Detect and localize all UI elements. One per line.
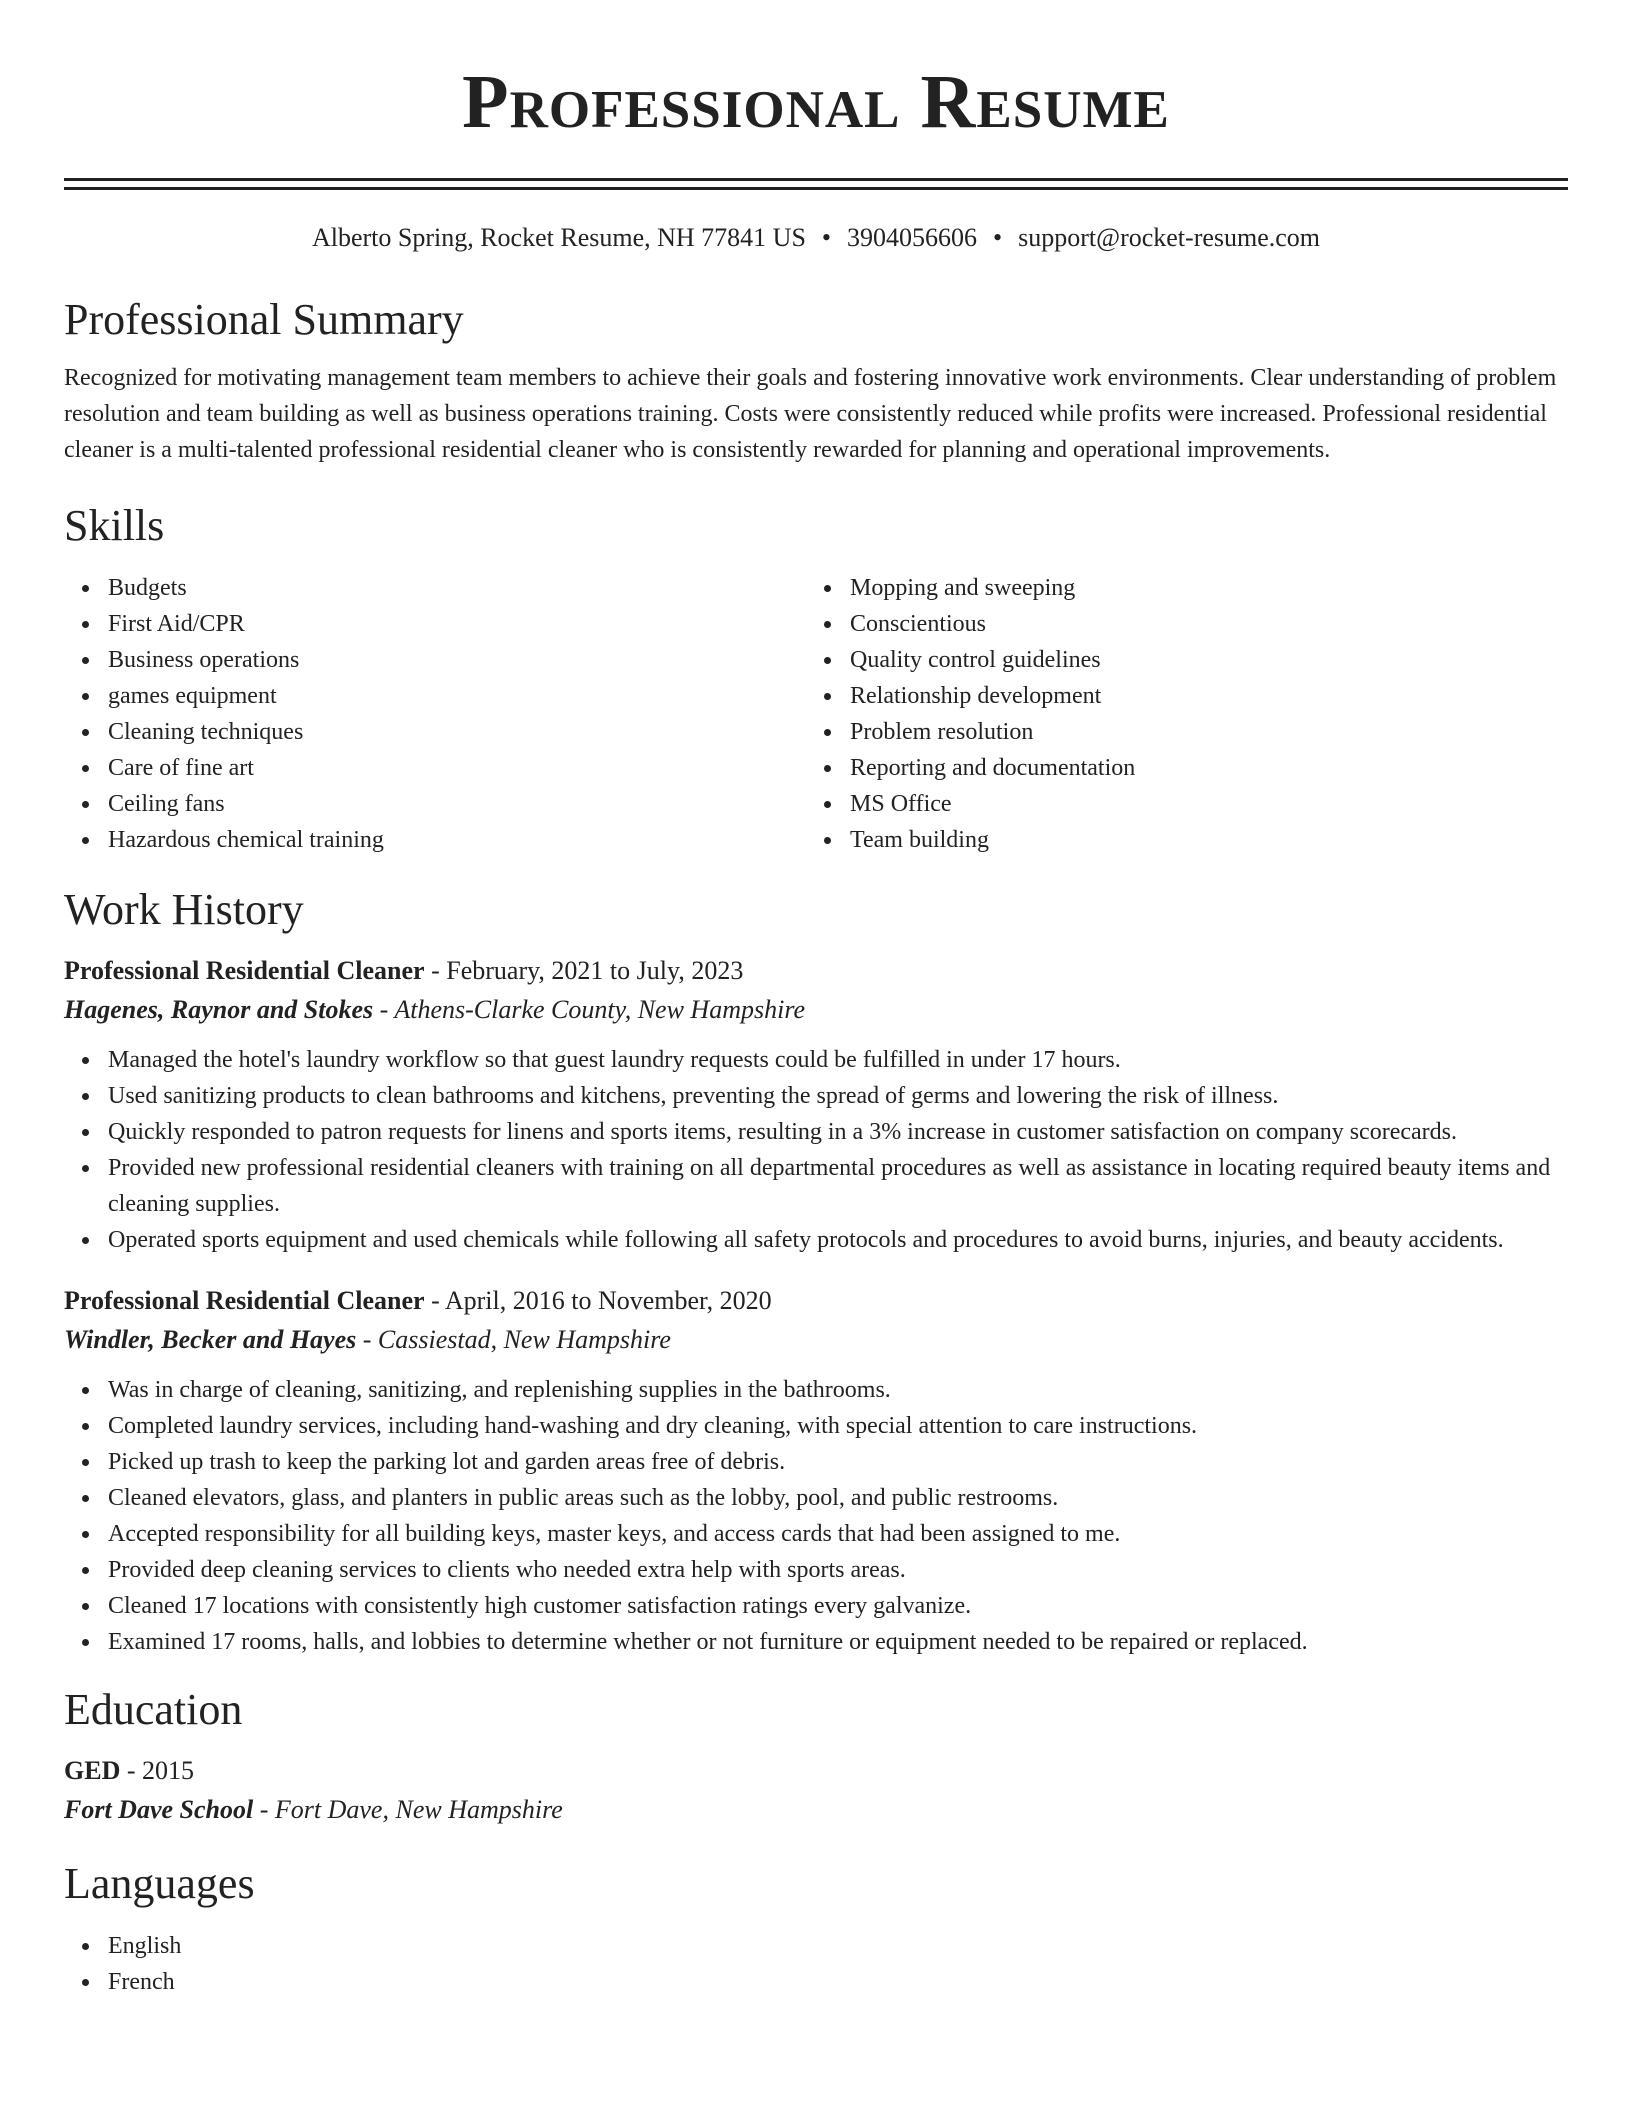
job-entry	[64, 1282, 1568, 1660]
work-history-heading: Work History	[64, 885, 304, 934]
education-entry	[64, 1752, 1568, 1830]
skill-item: Team building	[850, 822, 1548, 858]
title-divider-top	[64, 178, 1568, 181]
contact-line	[64, 220, 1568, 256]
skill-item: Ceiling fans	[108, 786, 806, 822]
job-duty: Operated sports equipment and used chemicals while following all safety protocols and procedures to avoid burns, injuries, and beauty accidents.	[108, 1222, 1568, 1258]
job-title-line	[64, 952, 1568, 990]
education-year: - 2015	[120, 1756, 195, 1785]
job-location: - Cassiestad, New Hampshire	[356, 1325, 671, 1354]
skill-item: MS Office	[850, 786, 1548, 822]
job-title-line	[64, 1282, 1568, 1320]
language-item: French	[108, 1964, 1568, 2000]
skill-item: First Aid/CPR	[108, 606, 806, 642]
skill-item: Quality control guidelines	[850, 642, 1548, 678]
job-duty: Provided new professional residential cleaners with training on all departmental procedures as well as assistance in locating required beauty items and cleaning supplies.	[108, 1150, 1568, 1222]
languages-heading: Languages	[64, 1859, 255, 1908]
languages-list	[64, 1928, 1568, 2000]
job-duties-list	[64, 1042, 1568, 1258]
skill-item: Business operations	[108, 642, 806, 678]
skill-item: Conscientious	[850, 606, 1548, 642]
skill-item: Hazardous chemical training	[108, 822, 806, 858]
contact-separator: •	[821, 223, 832, 252]
job-duty: Accepted responsibility for all building keys, master keys, and access cards that had been assigned to me.	[108, 1516, 1568, 1552]
skill-item: Care of fine art	[108, 750, 806, 786]
skills-grid	[64, 570, 1568, 858]
summary-text: Recognized for motivating management team members to achieve their goals and fostering innovative work environments. Clear understanding of problem resolution and team building as well as business operations training. Costs were consistently reduced while profits were increased. Professional residential cleaner is a multi-talented professional residential cleaner who is consistently rewarded for planning and operational improvements.	[64, 365, 1557, 463]
job-role: Professional Residential Cleaner	[64, 1286, 425, 1315]
job-entry	[64, 952, 1568, 1258]
page-title: Professional Resume	[462, 60, 1170, 144]
job-duty: Managed the hotel's laundry workflow so that guest laundry requests could be fulfilled in under 17 hours.	[108, 1042, 1568, 1078]
contact-address: Alberto Spring, Rocket Resume, NH 77841 US	[311, 223, 806, 252]
job-role: Professional Residential Cleaner	[64, 956, 425, 985]
summary-heading: Professional Summary	[64, 295, 464, 344]
contact-separator: •	[993, 223, 1003, 252]
skills-list-left	[64, 570, 806, 858]
education-school-line	[64, 1790, 1568, 1830]
education-degree-line	[64, 1752, 1568, 1790]
job-location: - Athens-Clarke County, New Hampshire	[373, 995, 806, 1024]
job-duty: Was in charge of cleaning, sanitizing, and replenishing supplies in the bathrooms.	[108, 1372, 1568, 1408]
job-duty: Completed laundry services, including hand-washing and dry cleaning, with special attention to care instructions.	[108, 1408, 1568, 1444]
job-dates: - April, 2016 to November, 2020	[424, 1286, 772, 1315]
skill-item: games equipment	[108, 678, 806, 714]
skill-item: Reporting and documentation	[850, 750, 1548, 786]
contact-email: support@rocket-resume.com	[1018, 223, 1321, 252]
job-duty: Provided deep cleaning services to clients who needed extra help with sports areas.	[108, 1552, 1568, 1588]
skill-item: Relationship development	[850, 678, 1548, 714]
job-dates: - February, 2021 to July, 2023	[424, 956, 744, 985]
job-duty: Cleaned 17 locations with consistently high customer satisfaction ratings every galvanize.	[108, 1588, 1568, 1624]
skills-list-right	[806, 570, 1548, 858]
skill-item: Problem resolution	[850, 714, 1548, 750]
job-duty: Picked up trash to keep the parking lot and garden areas free of debris.	[108, 1444, 1568, 1480]
language-item: English	[108, 1928, 1568, 1964]
job-duty: Used sanitizing products to clean bathrooms and kitchens, preventing the spread of germs and lowering the risk of illness.	[108, 1078, 1568, 1114]
skill-item: Cleaning techniques	[108, 714, 806, 750]
skills-column-left	[64, 570, 806, 858]
education-school: Fort Dave School	[64, 1795, 254, 1824]
job-duties-list	[64, 1372, 1568, 1660]
skill-item: Mopping and sweeping	[850, 570, 1548, 606]
job-company: Hagenes, Raynor and Stokes	[64, 995, 374, 1024]
education-heading: Education	[64, 1685, 243, 1734]
title-divider-bottom	[64, 187, 1568, 190]
job-duty: Cleaned elevators, glass, and planters in public areas such as the lobby, pool, and public restrooms.	[108, 1480, 1568, 1516]
education-location: - Fort Dave, New Hampshire	[253, 1795, 563, 1824]
job-duty: Quickly responded to patron requests for linens and sports items, resulting in a 3% increase in customer satisfaction on company scorecards.	[108, 1114, 1568, 1150]
skills-heading: Skills	[64, 501, 165, 550]
job-company-line	[64, 1320, 1568, 1360]
skills-column-right	[806, 570, 1548, 858]
job-company: Windler, Becker and Hayes	[64, 1325, 357, 1354]
contact-phone: 3904056606	[847, 223, 978, 252]
job-duty: Examined 17 rooms, halls, and lobbies to determine whether or not furniture or equipment needed to be repaired or replaced.	[108, 1624, 1568, 1660]
skill-item: Budgets	[108, 570, 806, 606]
education-degree: GED	[64, 1756, 121, 1785]
job-company-line	[64, 990, 1568, 1030]
